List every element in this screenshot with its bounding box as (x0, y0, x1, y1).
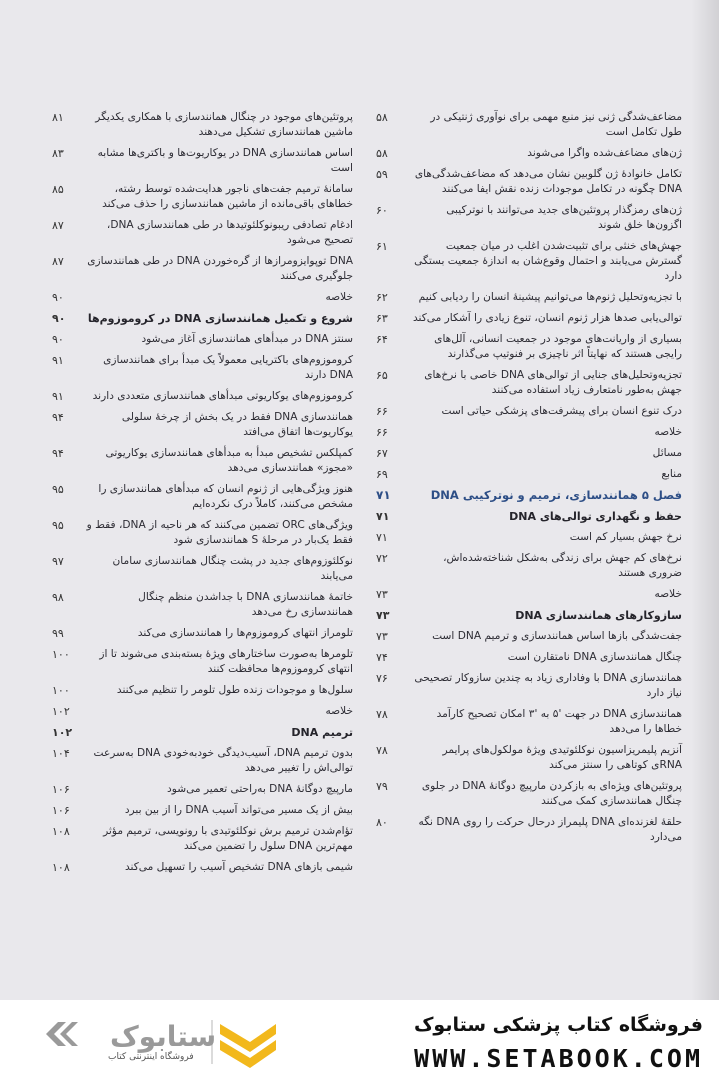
toc-entry-title: نرخ جهش بسیار کم است (569, 531, 682, 543)
toc-page-number: ۹۱ (52, 390, 64, 403)
toc-entry (48, 626, 353, 641)
toc-entry-title: جهش‌های خنثی برای تثبیت‌شدن اغلب در میان جمعیت گسترش می‌یابند و احتمال وقوع‌شان به اندازۀ جمعیت بستگی دارد (414, 240, 682, 282)
toc-entry (48, 647, 353, 677)
toc-entry (372, 311, 682, 326)
toc-page-number: ۶۱ (376, 240, 388, 253)
toc-page-number: ۹۱ (52, 354, 64, 367)
toc-page-number: ۱۰۶ (52, 783, 70, 796)
toc-entry (372, 290, 682, 305)
toc-entry (372, 815, 682, 845)
toc-entry-title: ادغام تصادفی ریبونوکلئوتیدها در طی همانندسازی DNA، تصحیح می‌شود (106, 219, 353, 246)
toc-entry (48, 290, 353, 305)
toc-entry-title: مارپیچ دوگانۀ DNA به‌راحتی تعمیر می‌شود (167, 783, 353, 795)
toc-entry-title: بدون ترمیم DNA، آسیب‌دیدگی خودبه‌خودی DNA به‌سرعت توالی‌اش را تغییر می‌دهد (93, 747, 353, 774)
toc-entry-title: سلول‌ها و موجودات زنده طول تلومر را تنظیم می‌کنند (116, 684, 353, 696)
setabook-logo (44, 1014, 276, 1068)
toc-entry (48, 146, 353, 176)
toc-page-number: ۹۵ (52, 483, 64, 496)
toc-page-number: ۹۹ (52, 627, 64, 640)
toc-column-left (48, 110, 353, 881)
toc-entry (48, 482, 353, 512)
toc-entry (372, 707, 682, 737)
toc-entry (372, 425, 682, 440)
toc-page-number: ۸۱ (52, 111, 64, 124)
toc-entry (48, 803, 353, 818)
toc-entry-title: پروتئین‌های ویژه‌ای به بازکردن مارپیچ دوگانۀ DNA در جلوی چنگال همانندسازی کمک می‌کنند (421, 780, 682, 807)
toc-entry-title: خلاصه (654, 426, 682, 438)
toc-page-number: ۶۷ (376, 447, 388, 460)
toc-entry-title: شروع و تکمیل همانندسازی DNA در کروموزوم‌ها (87, 312, 353, 325)
toc-entry (372, 587, 682, 602)
toc-entry (48, 683, 353, 698)
toc-entry (48, 590, 353, 620)
toc-page-number: ۷۲ (376, 552, 388, 565)
toc-entry-title: DNA توپوایزومرازها از گره‌خوردن DNA در طی همانندسازی جلوگیری می‌کنند (87, 255, 353, 282)
toc-entry-title: توالی‌یابی صدها هزار ژنوم انسان، تنوع زیادی را آشکار می‌کند (412, 312, 682, 324)
toc-page-number: ۸۰ (376, 816, 388, 829)
toc-page-number: ۱۰۲ (52, 726, 73, 739)
toc-page-number: ۱۰۸ (52, 825, 70, 838)
toc-entry (372, 332, 682, 362)
toc-entry-title: بسیاری از واریانت‌های موجود در جمعیت انسانی، آلل‌های رایجی هستند که نهایتاً اثر ناچیزی بر فنوتیپ می‌گذارند (434, 333, 682, 360)
toc-entry (48, 182, 353, 212)
toc-entry-title: همانندسازی DNA در جهت '۵ به '۳ امکان تصحیح کارآمد خطاها را می‌دهد (436, 708, 682, 735)
toc-entry (372, 779, 682, 809)
toc-page-number: ۹۴ (52, 411, 64, 424)
store-url[interactable]: WWW.SETABOOK.COM (414, 1044, 703, 1073)
toc-entry-title: بیش از یک مسیر می‌تواند آسیب DNA را از بین ببرد (124, 804, 353, 816)
toc-entry-title: خلاصه (325, 705, 353, 717)
toc-page-number: ۷۶ (376, 672, 388, 685)
toc-entry-title: پروتئین‌های موجود در چنگال همانندسازی با همکاری یکدیگر ماشین همانندسازی تشکیل می‌دهند (95, 111, 353, 138)
toc-entry (48, 353, 353, 383)
toc-page-number: ۹۷ (52, 555, 64, 568)
toc-entry-title: همانندسازی DNA با وفاداری زیاد به چندین سازوکار تصحیحی نیاز دارد (414, 672, 682, 699)
toc-entry (372, 404, 682, 419)
toc-entry-title: ژن‌های مضاعف‌شده واگرا می‌شوند (527, 147, 682, 159)
toc-entry (48, 824, 353, 854)
toc-entry-title: حفظ و نگهداری توالی‌های DNA (509, 510, 682, 523)
toc-page-number: ۷۸ (376, 708, 388, 721)
toc-page-number: ۷۱ (376, 531, 388, 544)
toc-entry (372, 203, 682, 233)
toc-entry (372, 743, 682, 773)
toc-section-heading (372, 509, 682, 524)
toc-entry-title: کروموزوم‌های باکتریایی معمولاً یک مبدأ برای همانندسازی DNA دارند (103, 354, 353, 381)
toc-entry-title: کمپلکس تشخیص مبدأ به مبدأهای همانندسازی یوکاریوتی «مجوز» همانندسازی می‌دهد (105, 447, 353, 474)
toc-section-heading (48, 725, 353, 740)
toc-page-number: ۶۹ (376, 468, 388, 481)
toc-entry-title: تلومرها به‌صورت ساختارهای ویژۀ بسته‌بندی می‌شوند تا از انتهای کروموزوم‌ها محافظت کنند (99, 648, 353, 675)
toc-entry (48, 704, 353, 719)
toc-entry-title: چنگال همانندسازی DNA نامتقارن است (507, 651, 682, 663)
toc-page-number: ۸۷ (52, 255, 64, 268)
toc-page-number: ۹۵ (52, 519, 64, 532)
toc-page-number: ۱۰۲ (52, 705, 70, 718)
toc-page-number: ۷۳ (376, 630, 388, 643)
toc-entry (372, 629, 682, 644)
toc-page-number: ۷۱ (376, 488, 391, 502)
toc-entry-title: نوکلئوزوم‌های جدید در پشت چنگال همانندسازی سامان می‌یابند (112, 555, 353, 582)
toc-entry-title: تجزیه‌وتحلیل‌های جنایی از توالی‌های DNA خاصی با نرخ‌های جهش به‌طور نامتعارف زیاد استفاده می‌کنند (424, 369, 682, 396)
logo-tagline: فروشگاه اینترنتی کتاب (108, 1052, 194, 1062)
toc-entry (372, 110, 682, 140)
toc-entry (372, 368, 682, 398)
toc-page-number: ۸۷ (52, 219, 64, 232)
toc-page-number: ۶۳ (376, 312, 388, 325)
toc-section-heading (48, 311, 353, 326)
toc-entry-title: آنزیم پلیمریزاسیون نوکلئوتیدی ویژۀ مولکول‌های پرایمر RNAی کوتاهی را سنتز می‌کند (442, 744, 682, 771)
toc-page-number: ۱۰۸ (52, 861, 70, 874)
toc-entry-title: ترمیم DNA (291, 726, 353, 739)
toc-entry (48, 218, 353, 248)
toc-page-number: ۷۱ (376, 510, 390, 523)
toc-page-number: ۹۰ (52, 333, 64, 346)
toc-page-number: ۶۵ (376, 369, 388, 382)
toc-entry-title: شیمی بازهای DNA تشخیص آسیب را تسهیل می‌کند (124, 861, 353, 873)
toc-entry (372, 239, 682, 284)
toc-entry-title: فصل ۵ همانندسازی، ترمیم و نوترکیبی DNA (430, 488, 682, 502)
toc-entry-title: با تجزیه‌وتحلیل ژنوم‌ها می‌توانیم پیشینۀ انسان را ردیابی کنیم (418, 291, 682, 303)
toc-page-number: ۵۸ (376, 111, 388, 124)
toc-entry-title: خاتمۀ همانندسازی DNA با جداشدن منظم چنگال همانندسازی رخ می‌دهد (138, 591, 353, 618)
toc-page-number: ۶۶ (376, 426, 388, 439)
toc-page-number: ۶۰ (376, 204, 388, 217)
toc-page-number: ۷۴ (376, 651, 388, 664)
toc-entry (372, 467, 682, 482)
toc-entry (48, 518, 353, 548)
toc-entry (372, 650, 682, 665)
toc-page-number: ۱۰۰ (52, 648, 70, 661)
toc-entry (48, 782, 353, 797)
toc-entry-title: همانندسازی DNA فقط در یک بخش از چرخۀ سلولی یوکاریوت‌ها اتفاق می‌افتد (121, 411, 353, 438)
toc-entry-title: درک تنوع انسان برای پیشرفت‌های پزشکی حیاتی است (441, 405, 682, 417)
toc-entry-title: مسائل (652, 447, 682, 459)
toc-page-number: ۹۰ (52, 291, 64, 304)
toc-entry-title: هنوز ویژگی‌هایی از ژنوم انسان که مبدأهای همانندسازی را مشخص می‌کنند، کاملاً درک نکرده‌ایم (98, 483, 353, 510)
toc-entry-title: تکامل خانوادۀ ژن گلوبین نشان می‌دهد که مضاعف‌شدگی‌های DNA چگونه در تکامل موجودات زنده نقش ایفا می‌کنند (414, 168, 682, 195)
toc-entry-title: خلاصه (325, 291, 353, 303)
toc-page-number: ۹۴ (52, 447, 64, 460)
toc-entry (48, 860, 353, 875)
toc-page-number: ۷۹ (376, 780, 388, 793)
toc-entry-title: مضاعف‌شدگی ژنی نیز منبع مهمی برای نوآوری ژنتیکی در طول تکامل است (430, 111, 682, 138)
toc-chapter-heading (372, 488, 682, 503)
toc-entry (372, 146, 682, 161)
toc-section-heading (372, 608, 682, 623)
toc-page-number: ۱۰۰ (52, 684, 70, 697)
toc-page-number: ۷۳ (376, 609, 390, 622)
toc-page-number: ۱۰۴ (52, 747, 70, 760)
toc-entry-title: تلومراز انتهای کروموزوم‌ها را همانندسازی می‌کند (137, 627, 353, 639)
toc-entry (48, 389, 353, 404)
toc-page-number: ۵۹ (376, 168, 388, 181)
toc-page-number: ۸۵ (52, 183, 64, 196)
toc-page-number: ۹۸ (52, 591, 64, 604)
toc-entry (48, 554, 353, 584)
toc-page-number: ۷۳ (376, 588, 388, 601)
toc-entry (48, 110, 353, 140)
toc-entry (48, 332, 353, 347)
toc-entry-title: سازوکارهای همانندسازی DNA (515, 609, 682, 622)
toc-page-number: ۶۶ (376, 405, 388, 418)
toc-page-number: ۶۴ (376, 333, 388, 346)
toc-entry (48, 446, 353, 476)
toc-entry-title: اساس همانندسازی DNA در یوکاریوت‌ها و باکتری‌ها مشابه است (97, 147, 353, 174)
toc-page-number: ۱۰۶ (52, 804, 70, 817)
toc-entry-title: سامانۀ ترمیم جفت‌های ناجور هدایت‌شده توسط رشته، خطاهای باقی‌مانده از ماشین همانندسازی را حذف می‌کند (102, 183, 353, 210)
toc-page-number: ۷۸ (376, 744, 388, 757)
store-footer (0, 1000, 719, 1080)
toc-column-right (372, 110, 682, 851)
toc-entry-title: جفت‌شدگی بازها اساس همانندسازی و ترمیم DNA است (432, 630, 682, 642)
toc-entry-title: نرخ‌های کم جهش برای زندگی به‌شکل شناخته‌شده‌اش، ضروری هستند (443, 552, 682, 579)
toc-entry (372, 446, 682, 461)
toc-entry (48, 254, 353, 284)
toc-entry-title: منابع (661, 468, 682, 480)
toc-entry-title: سنتز DNA در مبدأهای همانندسازی آغاز می‌شود (141, 333, 353, 345)
store-name: فروشگاه کتاب پزشکی ستابوک (413, 1014, 703, 1036)
toc-entry (48, 410, 353, 440)
toc-entry (372, 671, 682, 701)
toc-entry-title: ژن‌های رمزگذار پروتئین‌های جدید می‌توانند با نوترکیبی اگزون‌ها خلق شوند (446, 204, 682, 231)
toc-entry (372, 530, 682, 545)
toc-entry (372, 167, 682, 197)
toc-entry (372, 551, 682, 581)
toc-entry (48, 746, 353, 776)
toc-entry-title: حلقۀ لغزنده‌ای DNA پلیمراز درحال حرکت را روی DNA نگه می‌دارد (418, 816, 682, 843)
logo-wordmark: ستابوک (110, 1020, 217, 1053)
toc-entry-title: کروموزوم‌های یوکاریوتی مبدأهای همانندسازی متعددی دارند (92, 390, 353, 402)
toc-page-number: ۹۰ (52, 312, 66, 325)
toc-entry-title: خلاصه (654, 588, 682, 600)
toc-page-number: ۵۸ (376, 147, 388, 160)
toc-page-number: ۸۳ (52, 147, 64, 160)
toc-entry-title: ویژگی‌های ORC تضمین می‌کنند که هر ناحیه از DNA، فقط و فقط یک‌بار در مرحلۀ S همانندسازی شود (86, 519, 353, 546)
toc-page-number: ۶۲ (376, 291, 388, 304)
toc-entry-title: تؤام‌شدن ترمیم برش نوکلئوتیدی با رونویسی، ترمیم مؤثر مهم‌ترین DNA سلول را تضمین می‌کند (103, 825, 353, 852)
